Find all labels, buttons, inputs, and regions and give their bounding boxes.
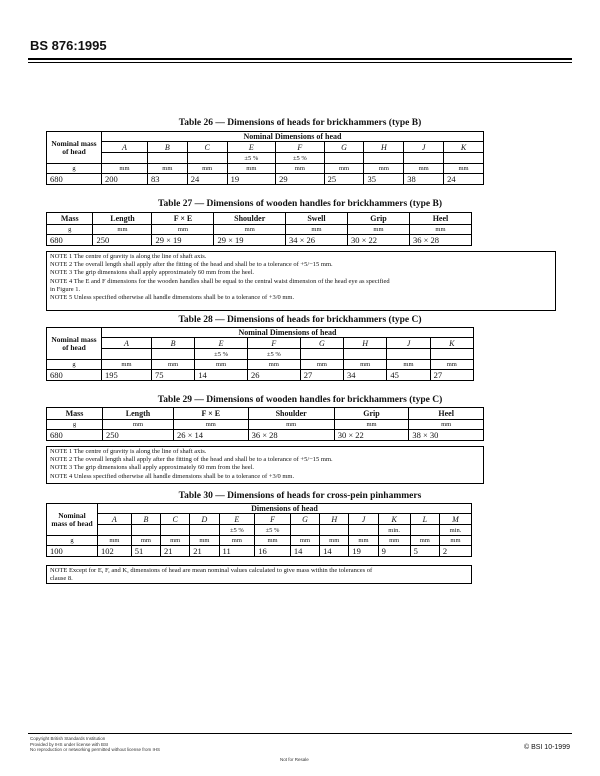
tolerance: ±5 %: [227, 153, 276, 164]
col-header: Grip: [334, 408, 409, 420]
cell: 26 × 14: [173, 430, 248, 441]
not-for-resale: Not for Resale: [280, 757, 309, 762]
tolerance: [102, 153, 148, 164]
tolerance: [387, 349, 430, 360]
col-header: G: [290, 514, 319, 525]
tolerance: [410, 525, 439, 536]
tolerance: [349, 525, 378, 536]
unit: mm: [147, 164, 187, 174]
unit: g: [47, 420, 103, 430]
cell: 16: [255, 546, 291, 557]
unit: mm: [93, 225, 152, 235]
cell: 38 × 30: [409, 430, 484, 441]
unit: mm: [227, 164, 276, 174]
col-header: E: [227, 142, 276, 153]
cell: 2: [439, 546, 471, 557]
cell: 45: [387, 370, 430, 381]
col-header: H: [320, 514, 349, 525]
group-header: Nominal Dimensions of head: [102, 328, 474, 338]
unit: mm: [364, 164, 404, 174]
cell: 25: [324, 174, 364, 185]
col-header: B: [131, 514, 160, 525]
table-26-title: Table 26 — Dimensions of heads for brickhammers (type B): [178, 118, 422, 128]
unit: mm: [290, 536, 319, 546]
cell: 250: [93, 235, 152, 246]
note: NOTE 3 The grip dimensions shall apply approximately 60 mm from the heel.: [50, 464, 255, 472]
note: NOTE 5 Unless specified otherwise all handle dimensions shall be to a tolerance of +3/0 mm.: [50, 294, 295, 302]
note: NOTE 1 The centre of gravity is along the line of shaft axis.: [50, 448, 207, 455]
tolerance: [151, 349, 194, 360]
cell: 35: [364, 174, 404, 185]
tolerance: ±5 %: [219, 525, 255, 536]
header-rule: [28, 58, 572, 60]
table-29: [46, 407, 484, 441]
unit: mm: [444, 164, 484, 174]
footer-line: Copyright British Standards Institution: [30, 736, 106, 741]
col-header: A: [102, 338, 152, 349]
mass-header: Nominal mass of head: [47, 328, 102, 360]
col-header: A: [102, 142, 148, 153]
unit: mm: [131, 536, 160, 546]
tolerance: ±5 %: [247, 349, 300, 360]
cell: 30 × 22: [347, 235, 409, 246]
unit: g: [47, 360, 102, 370]
tolerance: [102, 349, 152, 360]
table-30: [46, 503, 472, 557]
unit: mm: [248, 420, 334, 430]
table-row: [47, 370, 474, 381]
tolerance: [131, 525, 160, 536]
col-header: Shoulder: [248, 408, 334, 420]
col-header: F: [276, 142, 325, 153]
note: clause 8.: [50, 575, 73, 583]
cell: 38: [404, 174, 444, 185]
unit: mm: [161, 536, 190, 546]
tolerance: [324, 153, 364, 164]
table-row: [47, 235, 472, 246]
unit: g: [47, 536, 98, 546]
col-header: J: [387, 338, 430, 349]
cell: 34: [344, 370, 387, 381]
note: NOTE 2 The overall length shall apply after the fitting of the head and shall be to a tolerance of +5/−15 mm.: [50, 261, 333, 269]
note: NOTE 2 The overall length shall apply after the fitting of the head and shall be to a tolerance of +5/−15 mm.: [50, 456, 333, 464]
table-row: [47, 174, 484, 185]
table-27: [46, 212, 472, 246]
col-header: J: [404, 142, 444, 153]
cell: 102: [98, 546, 132, 557]
cell: 24: [444, 174, 484, 185]
col-header: F: [255, 514, 291, 525]
cell: 29 × 19: [152, 235, 214, 246]
cell: 680: [47, 174, 102, 185]
unit: mm: [102, 420, 173, 430]
cell: 27: [430, 370, 473, 381]
unit: mm: [173, 420, 248, 430]
mass-header: Nominal mass of head: [47, 504, 98, 536]
col-header: E: [219, 514, 255, 525]
cell: 680: [47, 430, 103, 441]
cell: 21: [190, 546, 219, 557]
tolerance: [290, 525, 319, 536]
col-header: K: [378, 514, 410, 525]
table-28: [46, 327, 474, 381]
footer-line: No reproduction or networking permitted without license from IHS: [30, 747, 161, 752]
tolerance: ±5 %: [255, 525, 291, 536]
col-header: Length: [93, 213, 152, 225]
unit: mm: [255, 536, 291, 546]
cell: 24: [187, 174, 227, 185]
col-header: Swell: [285, 213, 347, 225]
group-header: Nominal Dimensions of head: [102, 132, 484, 142]
tolerance: [320, 525, 349, 536]
col-header: G: [300, 338, 343, 349]
col-header: A: [98, 514, 132, 525]
note: NOTE 4 The E and F dimensions for the wooden handles shall be equal to the central waist dimension of the head eye as specified: [50, 277, 390, 285]
table-row: [47, 430, 484, 441]
col-header: H: [364, 142, 404, 153]
col-header: M: [439, 514, 471, 525]
cell: 100: [47, 546, 98, 557]
group-header: Dimensions of head: [98, 504, 472, 514]
bsi-date: © BSI 10-1999: [523, 744, 570, 751]
unit: mm: [276, 164, 325, 174]
col-header: L: [410, 514, 439, 525]
unit: mm: [102, 360, 152, 370]
unit: mm: [347, 225, 409, 235]
col-header: D: [190, 514, 219, 525]
unit: g: [47, 225, 93, 235]
col-header: Mass: [47, 408, 103, 420]
col-header: B: [151, 338, 194, 349]
tolerance: min.: [439, 525, 471, 536]
unit: mm: [387, 360, 430, 370]
col-header: Shoulder: [214, 213, 286, 225]
cell: 680: [47, 370, 102, 381]
tolerance: [98, 525, 132, 536]
col-header: Heel: [409, 408, 484, 420]
cell: 9: [378, 546, 410, 557]
tolerance: ±5 %: [195, 349, 248, 360]
col-header: Heel: [409, 213, 471, 225]
note: NOTE Except for E, F, and K, dimensions of head are mean nominal values calculated to give mass within the tolerances of: [50, 567, 373, 574]
unit: mm: [404, 164, 444, 174]
col-header: F: [247, 338, 300, 349]
standard-number: BS 876:1995: [30, 38, 107, 53]
tolerance: [404, 153, 444, 164]
cell: 5: [410, 546, 439, 557]
note: NOTE 4 Unless specified otherwise all handle dimensions shall be to a tolerance of +3/0 mm.: [50, 472, 295, 480]
note: NOTE 1 The centre of gravity is along the line of shaft axis.: [50, 253, 207, 260]
header-rule-thin: [28, 62, 572, 63]
cell: 36 × 28: [409, 235, 471, 246]
unit: mm: [410, 536, 439, 546]
unit: g: [47, 164, 102, 174]
cell: 200: [102, 174, 148, 185]
cell: 250: [102, 430, 173, 441]
cell: 11: [219, 546, 255, 557]
cell: 680: [47, 235, 93, 246]
tolerance: [444, 153, 484, 164]
unit: mm: [102, 164, 148, 174]
unit: mm: [151, 360, 194, 370]
table-28-title: Table 28 — Dimensions of heads for brickhammers (type C): [178, 315, 422, 325]
unit: mm: [378, 536, 410, 546]
unit: mm: [439, 536, 471, 546]
cell: 30 × 22: [334, 430, 409, 441]
unit: mm: [190, 536, 219, 546]
cell: 195: [102, 370, 152, 381]
table-29-notes: [46, 446, 484, 484]
cell: 14: [290, 546, 319, 557]
unit: mm: [300, 360, 343, 370]
col-header: Mass: [47, 213, 93, 225]
unit: mm: [409, 225, 471, 235]
tolerance: [187, 153, 227, 164]
tolerance: [300, 349, 343, 360]
unit: mm: [409, 420, 484, 430]
unit: mm: [324, 164, 364, 174]
col-header: H: [344, 338, 387, 349]
col-header: Grip: [347, 213, 409, 225]
mass-header: Nominal mass of head: [47, 132, 102, 164]
unit: mm: [285, 225, 347, 235]
unit: mm: [152, 225, 214, 235]
table-30-title: Table 30 — Dimensions of heads for cross-pein pinhammers: [178, 491, 422, 501]
col-header: K: [430, 338, 473, 349]
unit: mm: [195, 360, 248, 370]
tolerance: ±5 %: [276, 153, 325, 164]
unit: mm: [219, 536, 255, 546]
col-header: B: [147, 142, 187, 153]
cell: 51: [131, 546, 160, 557]
col-header: C: [187, 142, 227, 153]
cell: 27: [300, 370, 343, 381]
unit: mm: [430, 360, 473, 370]
note: in Figure 1.: [50, 285, 81, 293]
tolerance: [344, 349, 387, 360]
cell: 14: [195, 370, 248, 381]
unit: mm: [320, 536, 349, 546]
unit: mm: [334, 420, 409, 430]
table-30-notes: [46, 565, 472, 584]
cell: 19: [349, 546, 378, 557]
cell: 19: [227, 174, 276, 185]
table-27-title: Table 27 — Dimensions of wooden handles for brickhammers (type B): [158, 199, 442, 209]
cell: 83: [147, 174, 187, 185]
col-header: F × E: [152, 213, 214, 225]
unit: mm: [187, 164, 227, 174]
col-header: C: [161, 514, 190, 525]
copyright-notice: [30, 736, 160, 753]
table-29-title: Table 29 — Dimensions of wooden handles for brickhammers (type C): [157, 395, 443, 405]
tolerance: [190, 525, 219, 536]
unit: mm: [344, 360, 387, 370]
col-header: Length: [102, 408, 173, 420]
footer-rule: [28, 733, 572, 734]
cell: 75: [151, 370, 194, 381]
col-header: F × E: [173, 408, 248, 420]
tolerance: min.: [378, 525, 410, 536]
table-row: [47, 546, 472, 557]
tolerance: [147, 153, 187, 164]
cell: 26: [247, 370, 300, 381]
col-header: G: [324, 142, 364, 153]
cell: 36 × 28: [248, 430, 334, 441]
tolerance: [161, 525, 190, 536]
col-header: E: [195, 338, 248, 349]
col-header: K: [444, 142, 484, 153]
table-27-notes: [46, 251, 556, 311]
cell: 34 × 26: [285, 235, 347, 246]
cell: 14: [320, 546, 349, 557]
unit: mm: [98, 536, 132, 546]
tolerance: [430, 349, 473, 360]
footer-line: Provided by IHS under license with BSI: [30, 741, 109, 747]
col-header: J: [349, 514, 378, 525]
cell: 21: [161, 546, 190, 557]
unit: mm: [349, 536, 378, 546]
note: NOTE 3 The grip dimensions shall apply approximately 60 mm from the heel.: [50, 269, 255, 277]
cell: 29 × 19: [214, 235, 286, 246]
tolerance: [364, 153, 404, 164]
cell: 29: [276, 174, 325, 185]
unit: mm: [214, 225, 286, 235]
table-26: [46, 131, 484, 185]
unit: mm: [247, 360, 300, 370]
